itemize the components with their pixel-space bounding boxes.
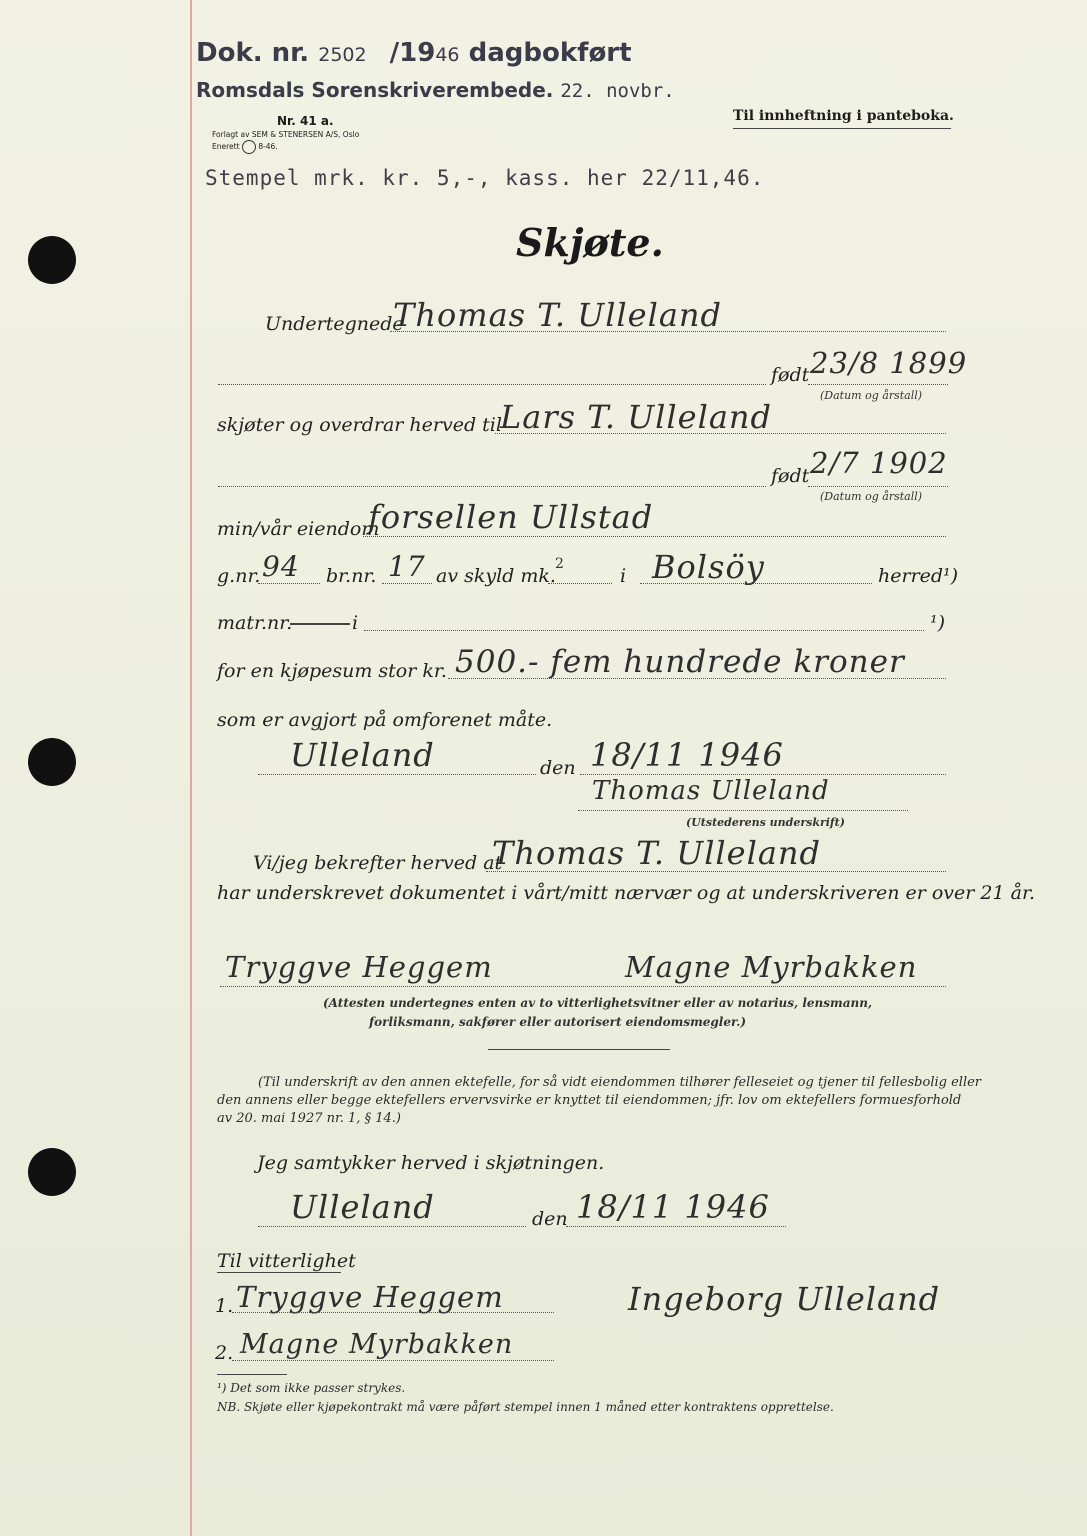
gnr-label: g.nr. — [217, 565, 261, 587]
datum-note-1: (Datum og årstall) — [820, 389, 923, 402]
witness1-line — [232, 1312, 554, 1313]
recipient-value: Lars T. Ulleland — [500, 398, 772, 436]
footnote-2: NB. Skjøte eller kjøpekontrakt må være påført stempel innen 1 måned etter kontraktens opprettelse. — [217, 1400, 834, 1414]
fodt-line-1 — [808, 384, 948, 385]
year-suffix: 46 — [435, 44, 460, 66]
undertegnede-value: Thomas T. Ulleland — [393, 296, 722, 334]
section-divider — [488, 1049, 670, 1050]
date2-value: 18/11 1946 — [576, 1188, 770, 1226]
underskrevet-text: har underskrevet dokumentet i vårt/mitt nærvær og at underskriveren er over 21 år. — [217, 882, 1035, 904]
fodt-label-2: født — [771, 465, 810, 487]
place1-line — [258, 774, 536, 775]
publisher-info — [212, 130, 359, 154]
signature1-line — [578, 810, 908, 811]
binding-note-underline — [733, 128, 951, 129]
fodt-label-1: født — [771, 364, 810, 386]
bekrefter-label: Vi/jeg bekrefter herved at — [253, 852, 503, 874]
avgjort-text: som er avgjort på omforenet måte. — [217, 709, 553, 731]
witness-signature-b: Magne Myrbakken — [625, 950, 918, 984]
i-label: i — [620, 565, 627, 587]
matr-line — [364, 630, 924, 631]
footnote-rule — [217, 1374, 287, 1375]
continuation-line-1 — [218, 384, 766, 385]
punch-hole-middle — [28, 738, 76, 786]
datum-note-2: (Datum og årstall) — [820, 490, 923, 503]
office-name: Romsdals Sorenskriverembede. — [196, 78, 554, 102]
gnr-value: 94 — [262, 550, 300, 583]
punch-hole-top — [28, 236, 76, 284]
matr-i: i — [352, 612, 359, 634]
skyld-label: av skyld mk. — [436, 565, 556, 587]
office-stamp — [196, 78, 675, 102]
eiendom-label: min/vår eiendom — [217, 518, 380, 540]
matr-footnote-mark: ¹) — [930, 612, 946, 634]
spouse-note-1: (Til underskrift av den annen ektefelle, for så vidt eiendommen tilhører felleseiet og tjener til fellesbolig eller — [258, 1075, 982, 1090]
dok-stamp — [196, 38, 632, 68]
place2-value: Ulleland — [290, 1188, 435, 1226]
bekrefter-line — [486, 871, 946, 872]
skyld-line — [548, 583, 612, 584]
attest-note-1: (Attesten undertegnes enten av to vitterlighetsvitner eller av notarius, lensmann, — [323, 996, 873, 1010]
witness1-number: 1. — [215, 1295, 234, 1317]
samtykker-text: Jeg samtykker herved i skjøtningen. — [257, 1152, 605, 1174]
year-prefix: /19 — [389, 38, 436, 68]
kjopesum-label: for en kjøpesum stor kr. — [217, 660, 447, 682]
gnr-line — [258, 583, 320, 584]
publisher-line-1: Forlagt av SEM & STENERSEN A/S, Oslo — [212, 130, 360, 139]
footnote-1: ¹) Det som ikke passer strykes. — [217, 1381, 406, 1395]
document-title: Skjøte. — [516, 220, 664, 265]
undertegnede-line — [390, 331, 946, 332]
stamp-line: Stempel mrk. kr. 5,-, kass. her 22/11,46. — [205, 166, 765, 190]
dok-number: 2502 — [318, 44, 367, 66]
herred-line — [640, 583, 872, 584]
spouse-note-2: den annens eller begge ektefellers ervervsvirke er knyttet til eiendommen; jfr. lov om ektefellers formuesforhold — [217, 1093, 962, 1108]
matr-strike — [290, 623, 350, 625]
den-label-1: den — [540, 757, 576, 779]
skyld-value: 2 — [555, 556, 564, 572]
brnr-line — [382, 583, 432, 584]
publisher-line-2: Enerett — [212, 142, 240, 151]
herred-label: herred¹) — [878, 565, 959, 587]
punch-hole-bottom — [28, 1148, 76, 1196]
brnr-label: br.nr. — [326, 565, 377, 587]
dagbokfort-label: dagbokført — [468, 38, 632, 68]
date1-line — [580, 774, 946, 775]
matr-label: matr.nr. — [217, 612, 293, 634]
eiendom-line — [363, 536, 946, 537]
attest-note-2: forliksmann, sakfører eller autorisert eiendomsmegler.) — [369, 1015, 747, 1029]
kjopesum-line — [448, 678, 946, 679]
signature-1: Thomas Ulleland — [592, 776, 830, 806]
eiendom-value: forsellen Ullstad — [368, 498, 654, 536]
margin-rule — [190, 0, 192, 1536]
spouse-note-3: av 20. mai 1927 nr. 1, § 14.) — [217, 1111, 401, 1126]
den-label-2: den — [532, 1208, 568, 1230]
vitterlighet-underline — [217, 1272, 341, 1273]
undertegnede-label: Undertegnede — [265, 313, 404, 335]
witness2-line — [232, 1360, 554, 1361]
skjoter-label: skjøter og overdrar herved til — [217, 414, 502, 436]
witness2-value: Magne Myrbakken — [240, 1329, 514, 1360]
form-number: Nr. 41 a. — [277, 114, 334, 128]
recipient-line — [495, 433, 946, 434]
spouse-signature: Ingeborg Ulleland — [628, 1280, 941, 1318]
witness-signature-a: Tryggve Heggem — [225, 950, 493, 984]
fodt-value-1: 23/8 1899 — [810, 346, 968, 380]
dok-label: Dok. nr. — [196, 38, 310, 68]
herred-value: Bolsöy — [652, 548, 765, 586]
witness1-value: Tryggve Heggem — [236, 1280, 504, 1314]
witness-signature-line — [220, 986, 946, 987]
publisher-logo-icon — [242, 140, 256, 154]
kjopesum-value: 500.- fem hundrede kroner — [455, 644, 905, 680]
stamp-date: 22. novbr. — [560, 80, 675, 102]
witness2-number: 2. — [215, 1342, 234, 1364]
binding-note: Til innheftning i panteboka. — [733, 108, 954, 124]
publisher-line-3: 8-46. — [258, 142, 278, 151]
date1-value: 18/11 1946 — [590, 736, 784, 774]
place2-line — [258, 1226, 526, 1227]
fodt-line-2 — [808, 486, 948, 487]
place1-value: Ulleland — [290, 736, 435, 774]
brnr-value: 17 — [388, 550, 426, 583]
bekrefter-value: Thomas T. Ulleland — [492, 834, 821, 872]
date2-line — [566, 1226, 786, 1227]
fodt-value-2: 2/7 1902 — [810, 446, 948, 480]
utsteder-note: (Utstederens underskrift) — [686, 816, 845, 829]
vitterlighet-label: Til vitterlighet — [217, 1250, 356, 1272]
continuation-line-2 — [218, 486, 766, 487]
